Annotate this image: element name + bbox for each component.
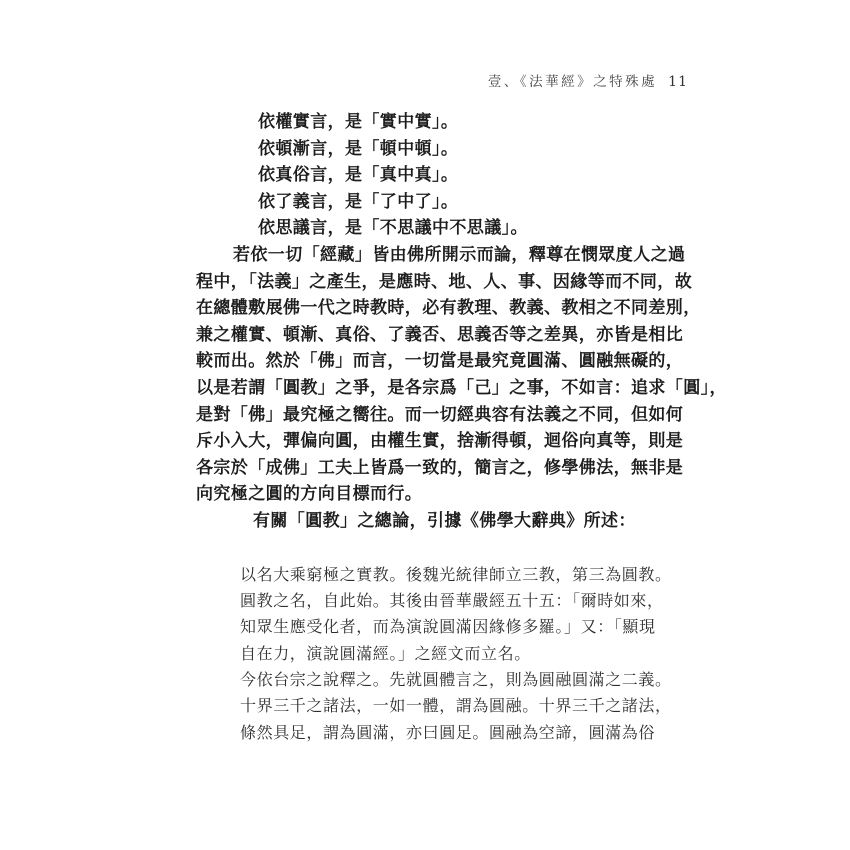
parallel-line: 依權實言，是「實中實」。 (258, 112, 459, 132)
paragraph-line: 若依一切「經藏」皆由佛所開示而論，釋尊在憫眾度人之過 (233, 244, 686, 265)
paragraph-line: 向究極之圓的方向目標而行。 (196, 484, 423, 505)
quote-line: 知眾生應受化者，而為演說圓滿因緣修多羅。」又：「顯現 (240, 617, 656, 637)
running-header (0, 70, 688, 90)
quote-line: 自在力，演說圓滿經。」之經文而立名。 (240, 643, 531, 663)
quote-line: 十界三千之諸法，一如一體，謂為圓融。十界三千之諸法， (240, 696, 672, 716)
quote-line: 條然具足，謂為圓滿，亦曰圓足。圓融為空諦，圓滿為俗 (240, 722, 656, 742)
parallel-line: 依頓漸言，是「頓中頓」。 (258, 138, 459, 159)
quote-line: 以名大乘窮極之實教。後魏光統律師立三教，第三為圓教。 (240, 564, 672, 584)
paragraph-line: 是對「佛」最究極之嚮往。而一切經典容有法義之不同，但如何 (196, 404, 684, 425)
paragraph-line: 在總體敷展佛一代之時教時，必有教理、教義、教相之不同差別， (196, 298, 701, 319)
paragraph-line: 以是若謂「圓教」之爭，是各宗爲「己」之事，不如言：追求「圓」， (196, 377, 727, 398)
parallel-line: 依真俗言，是「真中真」。 (258, 165, 459, 186)
paragraph-line: 斥小入大，彈偏向圓，由權生實，捨漸得頓，迴俗向真等，則是 (196, 431, 684, 452)
paragraph-line: 各宗於「成佛」工夫上皆爲一致的，簡言之，修學佛法，無非是 (196, 457, 684, 478)
quote-intro-line: 有關「圓教」之總論，引據《佛學大辭典》所述： (253, 510, 636, 531)
body-text-column (196, 109, 727, 746)
dictionary-quote-block (196, 562, 676, 747)
parallel-line: 依了義言，是「了中了」。 (258, 191, 459, 212)
paragraph-line: 兼之權實、頓漸、真俗、了義否、思義否等之差異，亦皆是相比 (196, 324, 684, 345)
page-number: 11 (668, 74, 688, 90)
quote-line: 圓教之名，自此始。其後由晉華嚴經五十五：「爾時如來， (240, 590, 664, 610)
quote-line: 今依台宗之說釋之。先就圓體言之，則為圓融圓滿之二義。 (240, 670, 672, 690)
parallel-line: 依思議言，是「不思議中不思議」。 (258, 218, 528, 239)
paragraph-line: 較而出。然於「佛」而言，一切當是最究竟圓滿、圓融無礙的， (196, 351, 684, 372)
chapter-title: 壹、《法華經》之特殊處 (487, 74, 658, 90)
paragraph-line: 程中，「法義」之產生，是應時、地、人、事、因緣等而不同，故 (196, 271, 693, 292)
